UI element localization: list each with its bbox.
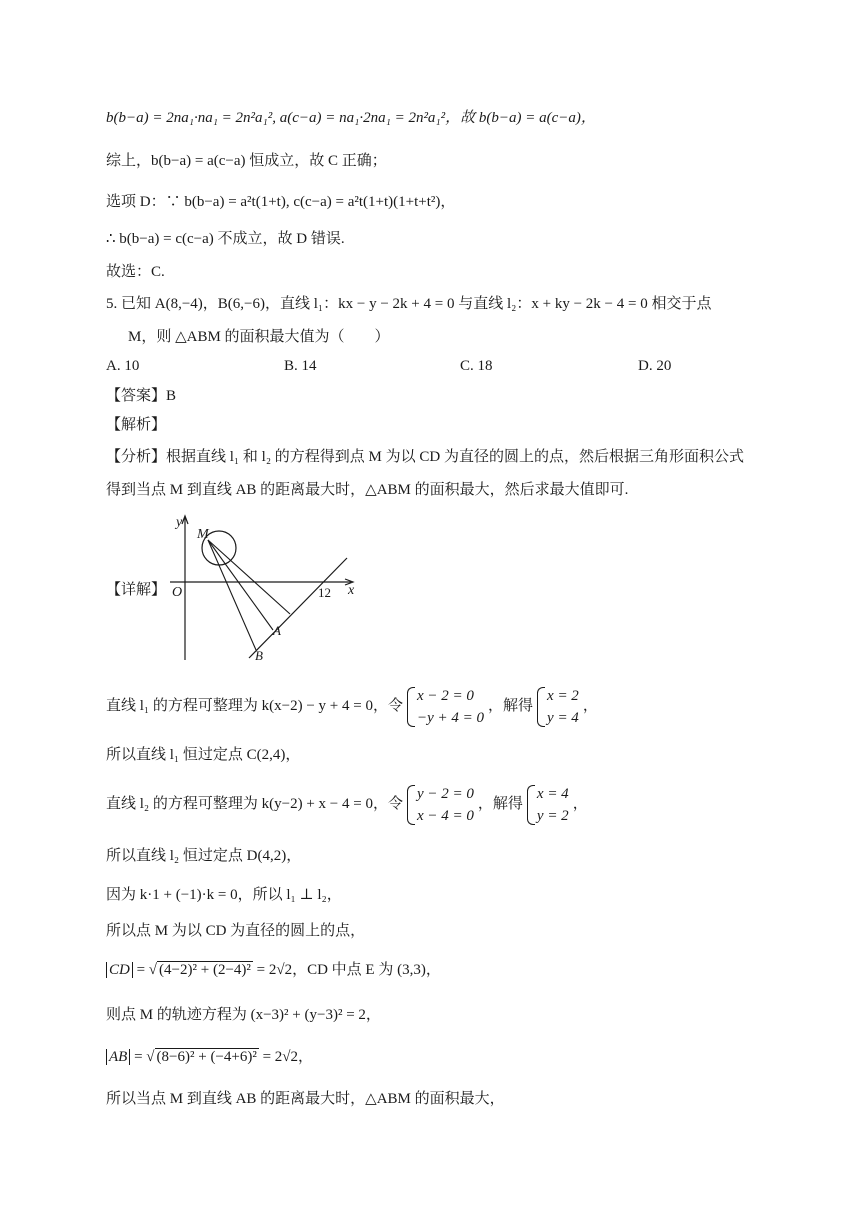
segment-m-perp: [208, 540, 290, 614]
ab-length: AB: [106, 1049, 130, 1065]
segment-mb: [208, 540, 256, 650]
line-ab: [249, 558, 347, 658]
analysis-line-2: 得到当点 M 到直线 AB 的距离最大时，△ABM 的面积最大，然后求最大值即可.: [106, 482, 629, 498]
step-6: 所以点 M 为以 CD 为直径的圆上的点，: [106, 923, 366, 939]
origin-label: O: [172, 585, 183, 600]
step-8: 则点 M 的轨迹方程为 (x−3)² + (y−3)² = 2，: [106, 1007, 381, 1023]
step-10: 所以当点 M 到直线 AB 的距离最大时，△ABM 的面积最大，: [106, 1091, 505, 1107]
system-2: y − 2 = 0 x − 4 = 0: [407, 783, 474, 827]
option-d: D. 20: [638, 358, 672, 374]
step-1: 直线 l₁ 的方程可整理为 k(x−2) − y + 4 = 0，令 x − 2 = 0 −y + 4 = 0 ，解得 x = 2 y = 4 ，: [106, 683, 598, 729]
step-4: 所以直线 l₂ 恒过定点 D(4,2)，: [106, 848, 302, 864]
line-5: 故选：C.: [106, 264, 165, 280]
point-b-label: B: [255, 648, 263, 662]
line-3: 选项 D：∵ b(b−a) = a²t(1+t), c(c−a) = a²t(1+t)(1+t+t²)，: [106, 194, 456, 210]
analysis-heading: 【解析】: [106, 417, 167, 433]
line-2: 综上，b(b−a) = a(c−a) 恒成立，故 C 正确；: [106, 153, 387, 169]
step-2: 所以直线 l₁ 恒过定点 C(2,4)，: [106, 747, 301, 763]
line-1: b(b−a) = 2na₁·na₁ = 2n²a₁², a(c−a) = na₁·2na₁ = 2n²a₁²，故 b(b−a) = a(c−a)，: [106, 110, 596, 126]
step-3: 直线 l₂ 的方程可整理为 k(y−2) + x − 4 = 0，令 y − 2 = 0 x − 4 = 0 ，解得 x = 4 y = 2 ，: [106, 781, 588, 827]
option-c: C. 18: [460, 358, 493, 374]
geometry-figure: [165, 512, 365, 662]
line-4: ∴ b(b−a) = c(c−a) 不成立，故 D 错误.: [106, 231, 345, 247]
point-m-label: M: [197, 527, 209, 542]
analysis-line-1: 【分析】根据直线 l₁ 和 l₂ 的方程得到点 M 为以 CD 为直径的圆上的点，然后根据三角形面积公式: [106, 449, 744, 465]
system-1: x − 2 = 0 −y + 4 = 0: [407, 685, 484, 729]
option-a: A. 10: [106, 358, 140, 374]
step-9: AB = √ (8−6)² + (−4+6)² = 2√2，: [106, 1047, 313, 1067]
solution-2: x = 4 y = 2: [527, 783, 569, 827]
cd-radicand: (4−2)² + (2−4)²: [159, 962, 251, 978]
detail-label: 【详解】: [106, 582, 167, 598]
option-b: B. 14: [284, 358, 317, 374]
x-label: x: [348, 583, 355, 598]
ab-radicand: (8−6)² + (−4+6)²: [156, 1049, 257, 1065]
question-5-line-2: M，则 △ABM 的面积最大值为（ ）: [128, 329, 390, 345]
tick-12: 12: [318, 585, 331, 600]
segment-ma: [208, 540, 273, 630]
step-5: 因为 k·1 + (−1)·k = 0，所以 l₁ ⊥ l₂，: [106, 887, 342, 903]
solution-1: x = 2 y = 4: [537, 685, 579, 729]
point-a-label: A: [273, 623, 281, 638]
step-7: CD = √ (4−2)² + (2−4)² = 2√2，CD 中点 E 为 (3,3)，: [106, 960, 441, 980]
y-label: y: [176, 515, 183, 530]
question-5-line-1: 5. 已知 A(8,−4)，B(6,−6)，直线 l₁：kx − y − 2k + 4 = 0 与直线 l₂：x + ky − 2k − 4 = 0 相交于点: [106, 296, 712, 312]
answer: 【答案】B: [106, 388, 177, 404]
cd-length: CD: [106, 962, 133, 978]
